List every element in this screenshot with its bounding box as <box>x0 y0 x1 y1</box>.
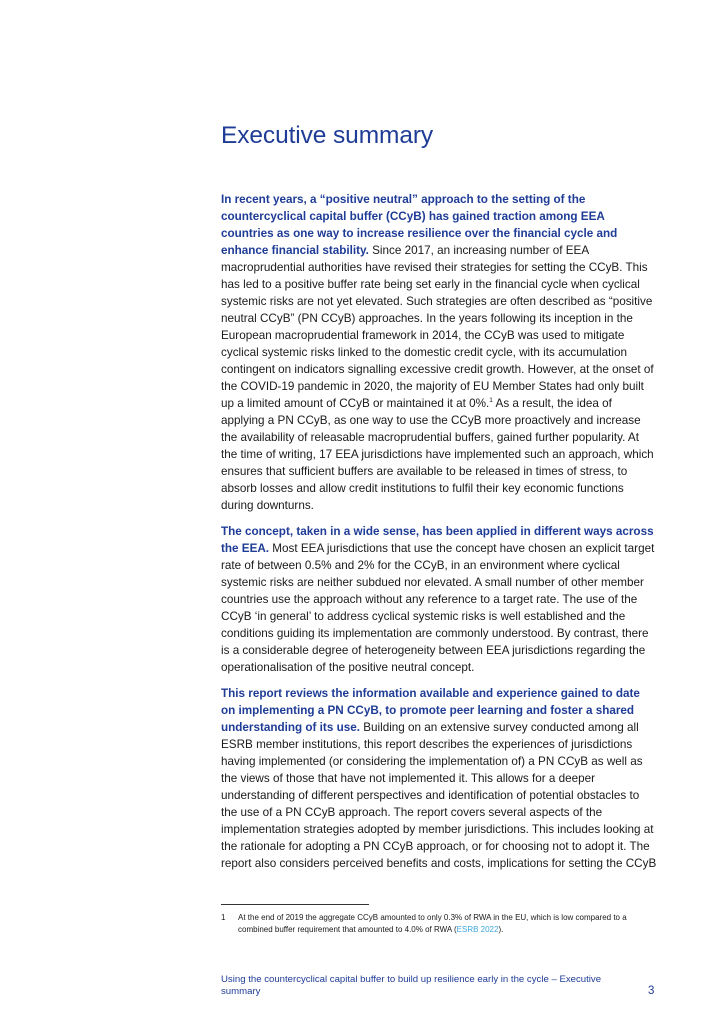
paragraph-1 <box>221 191 657 514</box>
esrb-2022-link[interactable]: ESRB 2022 <box>456 925 499 934</box>
paragraph-1-text: Since 2017, an increasing number of EEA macroprudential authorities have revised their strategies for setting the CCyB. This has led to a positive buffer rate being set early in the financial cycle when cyclical systemic risks are not yet elevated. Such strategies are often described as “positive neutral CCyB” (PN CCyB) approaches. In the years following its inception in the European macroprudential framework in 2014, the CCyB was used to mitigate cyclical systemic risks linked to the domestic credit cycle, with its accumulation contingent on indicators signalling excessive credit growth. However, at the onset of the COVID-19 pandemic in 2020, the majority of EU Member States had only built up a limited amount of CCyB or maintained it at 0%. <box>221 244 654 410</box>
footnote-reference[interactable]: 1 <box>489 397 493 405</box>
footnote-text <box>238 912 657 936</box>
footnote-body: At the end of 2019 the aggregate CCyB amounted to only 0.3% of RWA in the EU, which is low compared to a combined buffer requirement that amounted to 4.0% of RWA ( <box>238 913 627 934</box>
footnote-end: ). <box>498 925 504 934</box>
footnote-number: 1 <box>221 913 226 922</box>
footnote <box>221 912 657 936</box>
paragraph-3 <box>221 685 657 872</box>
page-number: 3 <box>648 985 655 997</box>
page-title: Executive summary <box>221 122 434 149</box>
paragraph-3-text: Building on an extensive survey conducted among all ESRB member institutions, this report describes the experiences of jurisdictions having implemented (or considering the implementation of) a PN CCyB as well as the views of those that have not implemented it. This allows for a deeper understanding of different perspectives and identification of potential obstacles to the use of a PN CCyB approach. The report covers several aspects of the implementation strategies adopted by member jurisdictions. This includes looking at the rationale for adopting a PN CCyB approach, or for choosing not to adopt it. The report also considers perceived benefits and costs, implications for setting the CCyB <box>221 721 657 870</box>
paragraph-3-lead: This report reviews the information available and experience gained to date on implementing a PN CCyB, to promote peer learning and foster a shared understanding of its use. <box>221 687 640 734</box>
body-text <box>221 191 657 881</box>
paragraph-1-text-continued: As a result, the idea of applying a PN CCyB, as one way to use the CCyB more proactively and increase the availability of releasable macroprudential buffers, gained further popularity. At the time of writing, 17 EEA jurisdictions have implemented such an approach, which ensures that sufficient buffers are available to be released in times of stress, to absorb losses and allow credit institutions to fulfil their key economic functions during downturns. <box>221 397 654 512</box>
paragraph-1-lead: In recent years, a “positive neutral” approach to the setting of the countercyclical capital buffer (CCyB) has gained traction among EEA countries as one way to increase resilience over the financial cycle and enhance financial stability. <box>221 193 618 257</box>
paragraph-2-text: Most EEA jurisdictions that use the concept have chosen an explicit target rate of between 0.5% and 2% for the CCyB, in an environment where cyclical systemic risks are neither subdued nor elevated. A small number of other member countries use the approach without any reference to a target rate. The use of the CCyB ‘in general’ to address cyclical systemic risks is well established and the conditions guiding its implementation are commonly understood. By contrast, there is a considerable degree of heterogeneity between EEA jurisdictions regarding the operationalisation of the positive neutral concept. <box>221 542 655 674</box>
paragraph-2 <box>221 523 657 676</box>
paragraph-2-lead: The concept, taken in a wide sense, has been applied in different ways across the EEA. <box>221 525 654 555</box>
footnote-divider <box>221 904 369 905</box>
footer-document-title: Using the countercyclical capital buffer to build up resilience early in the cycle – Executive summary <box>221 974 602 997</box>
